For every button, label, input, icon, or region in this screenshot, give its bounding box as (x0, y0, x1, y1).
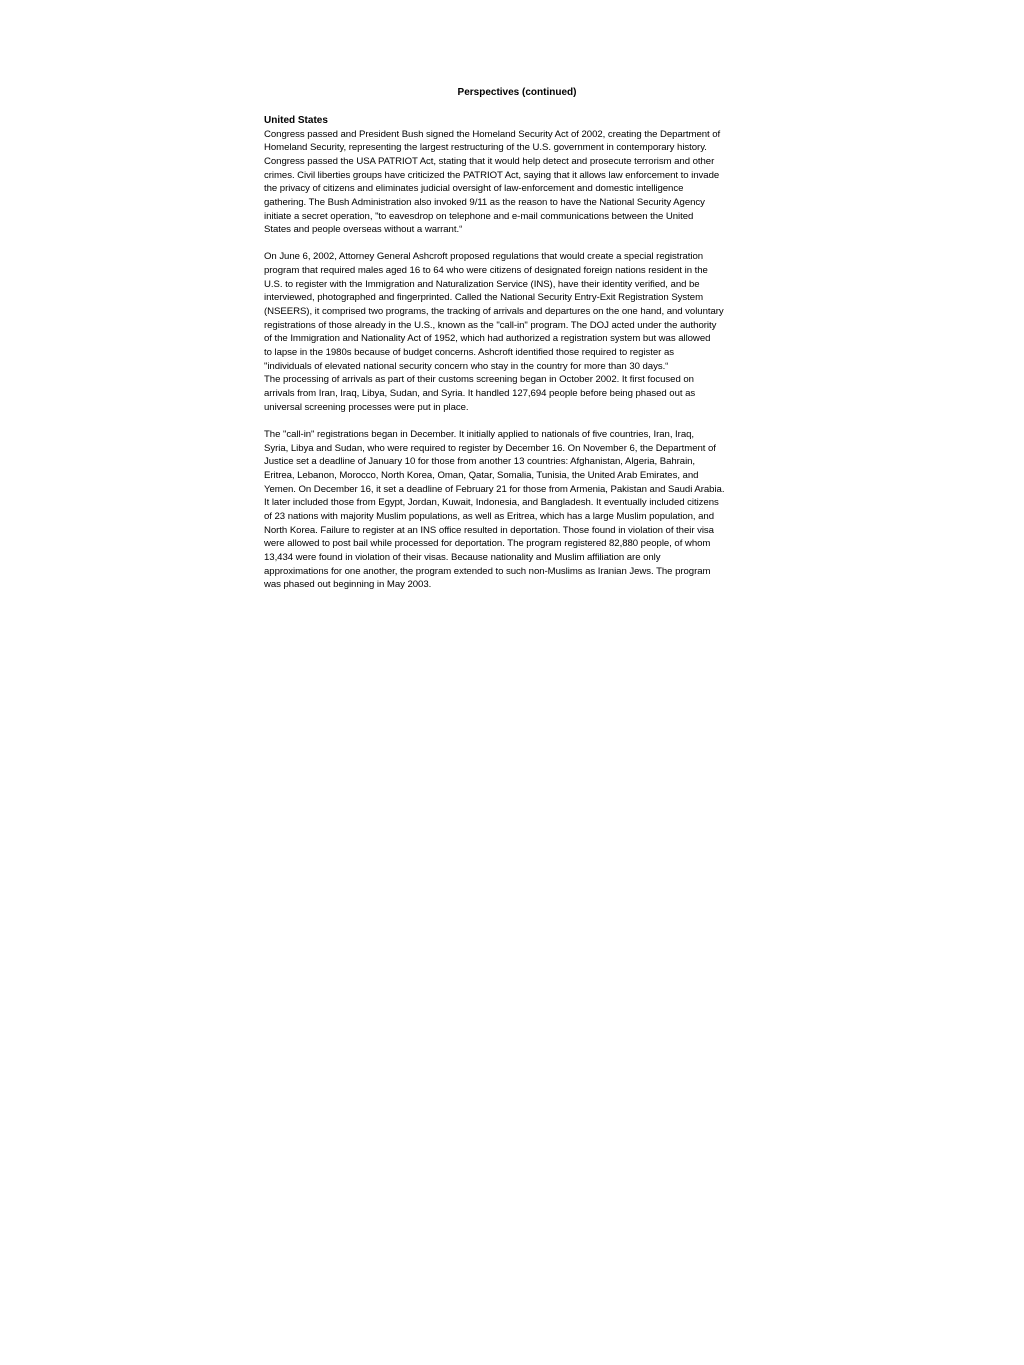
paragraph-line: gathering. The Bush Administration also invoked 9/11 as the reason to have the National Security Agency (264, 196, 705, 208)
paragraph-line: 13,434 were found in violation of their visas. Because nationality and Muslim affiliation are only (264, 551, 661, 563)
paragraph-line: It later included those from Egypt, Jordan, Kuwait, Indonesia, and Bangladesh. It eventually included citizens (264, 497, 719, 509)
paragraph-line: Justice set a deadline of January 10 for those from another 13 countries: Afghanistan, Algeria, Bahrain, (264, 456, 696, 468)
paragraph-line: of 23 nations with majority Muslim populations, as well as Eritrea, which has a large Muslim population, and (264, 510, 714, 522)
paragraph-line: the privacy of citizens and eliminates judicial oversight of law-enforcement and domestic intelligence (264, 183, 684, 195)
paragraph-line: The processing of arrivals as part of their customs screening began in October 2002. It first focused on (264, 374, 694, 386)
paragraph-line: universal screening processes were put in place. (264, 401, 469, 413)
paragraph-line: to lapse in the 1980s because of budget concerns. Ashcroft identified those required to register as (264, 347, 674, 359)
paragraph-line: "individuals of elevated national security concern who stay in the country for more than 30 days.“ (264, 360, 669, 372)
document-page (264, 86, 770, 592)
paragraph-line: approximations for one another, the program extended to such non-Muslims as Iranian Jews. The program (264, 565, 711, 577)
paragraph-line: of the Immigration and Nationality Act of 1952, which had authorized a registration system but was allowed (264, 333, 711, 345)
paragraph-nseers (264, 250, 770, 414)
paragraph-gap (264, 237, 770, 251)
page-title: Perspectives (continued) (457, 87, 577, 98)
paragraph-line: arrivals from Iran, Iraq, Libya, Sudan, and Syria. It handled 127,694 people before being phased out as (264, 388, 696, 400)
paragraph-line: program that required males aged 16 to 64 who were citizens of designated foreign nations resident in the (264, 265, 708, 277)
paragraph-line: registrations of those already in the U.S., known as the "call-in" program. The DOJ acted under the authority (264, 319, 717, 331)
paragraph-line: States and people overseas without a warrant.“ (264, 224, 463, 236)
paragraph-homeland-security (264, 128, 770, 237)
paragraph-gap (264, 414, 770, 428)
section-heading: United States (264, 115, 328, 126)
paragraph-line: interviewed, photographed and fingerprinted. Called the National Security Entry-Exit Registration System (264, 292, 704, 304)
paragraph-line: North Korea. Failure to register at an INS office resulted in deportation. Those found in violation of their visa (264, 524, 714, 536)
paragraph-line: (NSEERS), it comprised two programs, the tracking of arrivals and departures on the one hand, and voluntary (264, 306, 724, 318)
paragraph-line: crimes. Civil liberties groups have criticized the PATRIOT Act, saying that it allows law enforcement to invade (264, 169, 720, 181)
paragraph-line: U.S. to register with the Immigration and Naturalization Service (INS), have their identity verified, and be (264, 278, 700, 290)
paragraph-line: initiate a secret operation, "to eavesdrop on telephone and e-mail communications between the United (264, 210, 694, 222)
paragraph-line: Homeland Security, representing the largest restructuring of the U.S. government in contemporary history. (264, 142, 707, 154)
paragraph-line: The "call-in" registrations began in December. It initially applied to nationals of five countries, Iran, Iraq, (264, 429, 695, 440)
paragraph-line: Congress passed the USA PATRIOT Act, stating that it would help detect and prosecute terrorism and other (264, 155, 715, 167)
paragraph-line: was phased out beginning in May 2003. (264, 579, 432, 591)
paragraph-line: Eritrea, Lebanon, Morocco, North Korea, Oman, Qatar, Somalia, Tunisia, the United Arab Emirates, and (264, 469, 699, 481)
paragraph-call-in (264, 428, 770, 592)
paragraph-line: On June 6, 2002, Attorney General Ashcroft proposed regulations that would create a special registration (264, 251, 704, 263)
paragraph-line: Yemen. On December 16, it set a deadline of February 21 for those from Armenia, Pakistan and Saudi Arabia. (264, 483, 725, 495)
paragraph-line: Syria, Libya and Sudan, who were required to register by December 16. On November 6, the Department of (264, 442, 716, 454)
paragraph-line: were allowed to post bail while processed for deportation. The program registered 82,880 people, of whom (264, 538, 711, 550)
paragraph-line: Congress passed and President Bush signed the Homeland Security Act of 2002, creating the Department of (264, 128, 721, 140)
